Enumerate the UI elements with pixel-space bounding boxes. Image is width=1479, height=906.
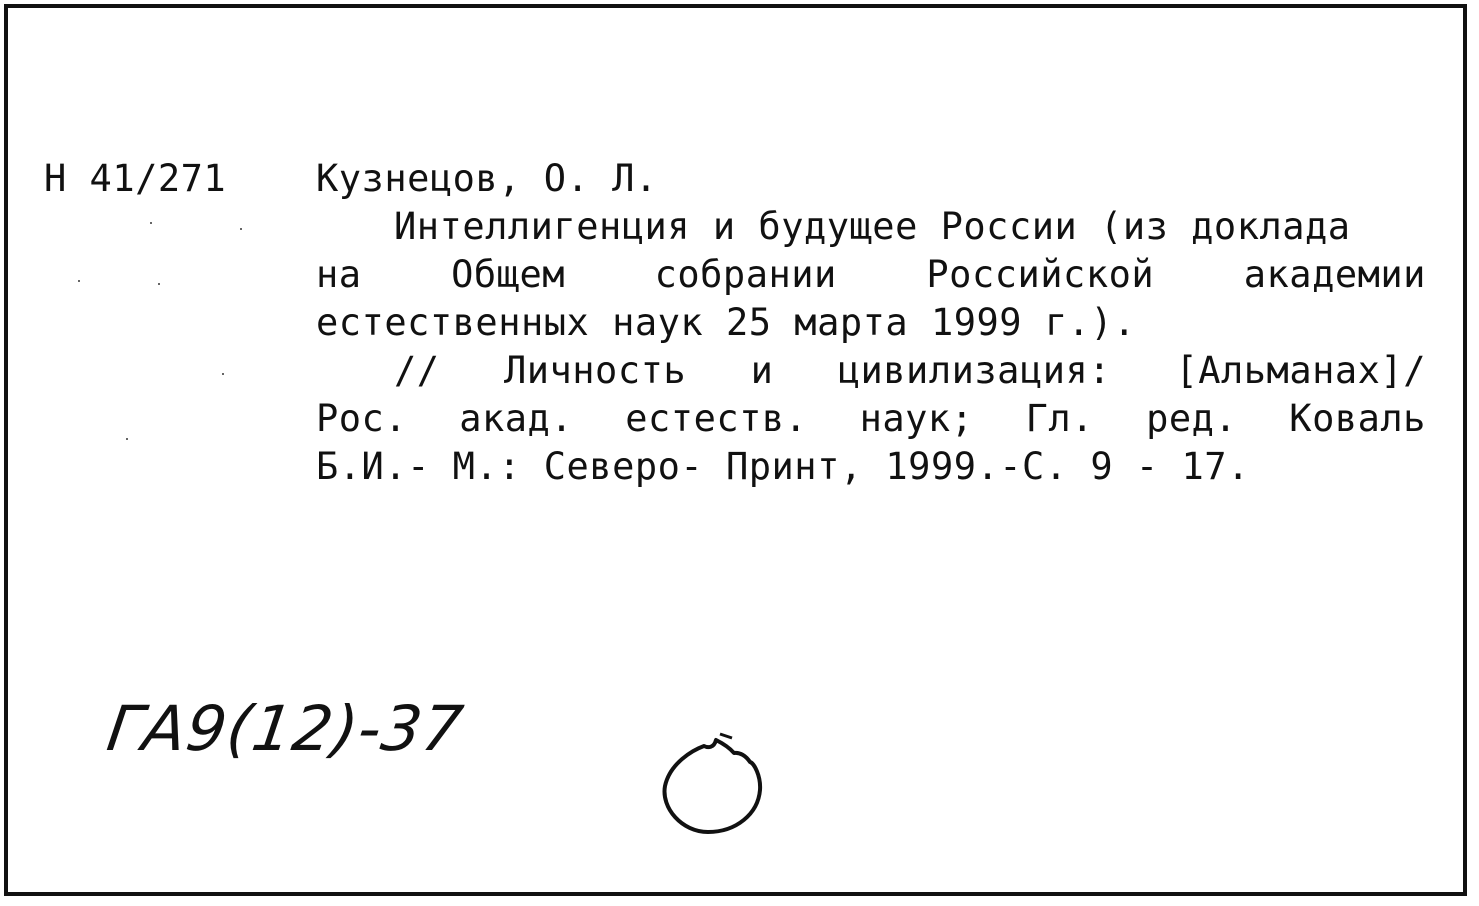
title-word: на [316,253,362,296]
source-word: ред. [1146,397,1238,440]
source-word: Коваль [1289,397,1426,440]
bibliographic-record [316,155,1426,491]
author: Кузнецов, О. Л. [316,157,658,200]
source-word: наук; [859,397,974,440]
paper-speck [240,228,242,230]
paper-speck [222,373,224,375]
source-word: естеств. [625,397,808,440]
title-line-1: Интеллигенция и будущее России (из доклада [394,205,1351,248]
title-word: Общем [451,253,566,296]
catalog-card [4,4,1467,896]
call-number: Н 41/271 [44,157,227,200]
source-word: Личность [503,349,687,392]
paper-speck [158,283,160,285]
handwritten-shelf-code: ГА9(12)-37 [102,692,469,765]
paper-speck [126,438,128,440]
source-word: и [750,349,774,392]
source-line-2 [316,395,1426,443]
title-line-2 [316,251,1426,299]
title-word: Российской [926,253,1155,296]
source-word: акад. [459,397,574,440]
paper-speck [78,280,80,282]
source-word: // [394,349,440,392]
source-line-1 [316,347,1426,395]
paper-speck [150,222,152,224]
source-word: Рос. [316,397,408,440]
punch-hole-shape [658,728,774,844]
source-line-3: Б.И.- М.: Северо- Принт, 1999.-С. 9 - 17. [316,445,1250,488]
title-word: собрании [654,253,837,296]
title-line-3: естественных наук 25 марта 1999 г.). [316,301,1136,344]
title-word: академии [1243,253,1426,296]
punch-hole-icon [658,728,774,844]
source-word: цивилизация: [837,349,1112,392]
source-word: Гл. [1025,397,1094,440]
source-word: [Альманах]/ [1175,349,1426,392]
